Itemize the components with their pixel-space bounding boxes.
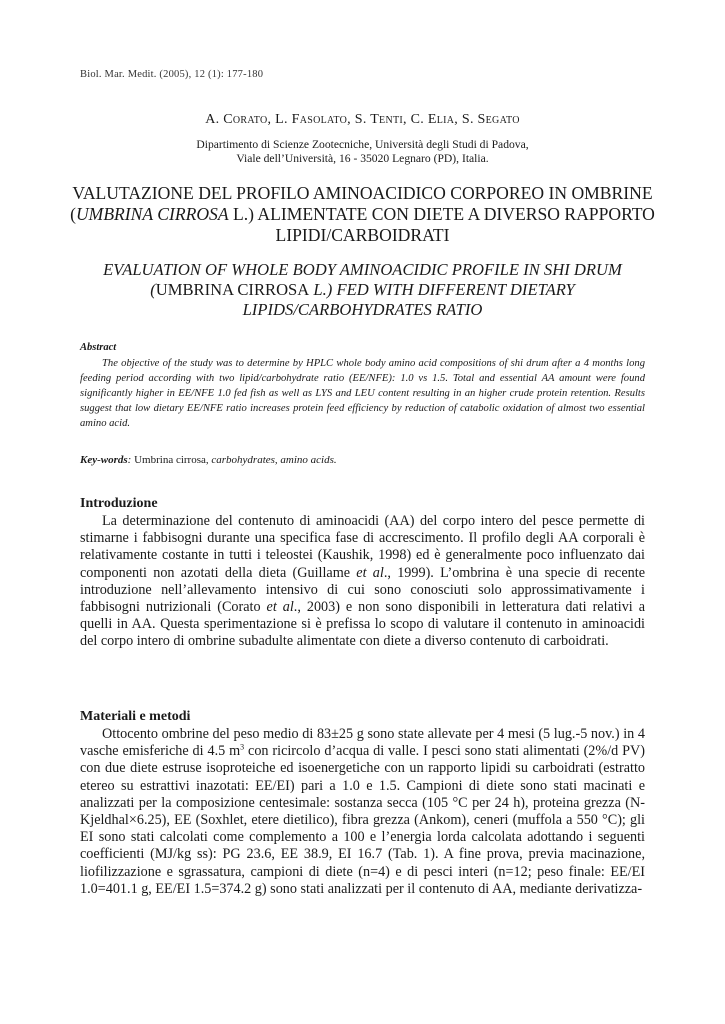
- keywords-label: Key-words: [80, 454, 128, 466]
- methods-text-2: con ricircolo d’acqua di valle. I pesci sono stati alimentati (2%/d PV) con due diete estruse isoproteiche ed isoenergetiche con un rapporto lipidi su carboidrati (estratto etereo su estrattivi inazotati: EE/EI) pari a 1.0 e 1.5. Campioni di diete sono stati macinati e analizzati per la composizione centesimale: sostanza secca (105 °C per 24 h), proteina grezza (N-Kjeldhal×6.25), EE (Soxhlet, etere dietilico), fibra grezza (Ankom), ceneri (muffola a 550 °C); gli EI sono stati calcolati come complemento a 100 e l’energia lorda calcolata adottando i seguenti coefficienti (MJ/kg ss): PG 23.6, EE 38.9, EI 16.7 (Tab. 1). A fine prova, previa macinazione, liofilizzazione e sgrassatura, campioni di diete (n=4) e di pesci interi (n=12; peso finale: EE/EI 1.0=401.1 g, EE/EI 1.5=374.2 g) sono stati analizzati per il contenuto di AA, mediante derivatizza-: [80, 743, 645, 897]
- intro-etal-2: et al: [266, 599, 294, 616]
- keywords: Key-words: Umbrina cirrosa, carbohydrates, amino acids.: [80, 454, 337, 466]
- intro-text-3: ., 2003) e non sono disponibili in letteratura dati relativi a quelli in AA. Questa sperimentazione si è prefissa lo scopo di valutare il contenuto in aminoacidi del corpo intero di ombrine subadulte alimentate con diete a diverso contenuto di carboidrati.: [80, 599, 646, 650]
- affiliation-line-1: Dipartimento di Scienze Zootecniche, Università degli Studi di Padova,: [196, 138, 529, 151]
- intro-text-1: La determinazione del contenuto di aminoacidi (AA) del corpo intero del pesce permette di stimarne i fabbisogni durante una specifica fase di accrescimento. Il profilo degli AA corporali è relativamente costante in tutti i teleostei (Kaushik, 1998) ed è generalmente poco influenzato dai componenti non azotati della dieta (Guillame: [80, 513, 645, 581]
- title-english-part1: EVALUATION OF WHOLE BODY AMINOACIDIC PROFILE IN SHI DRUM (: [103, 260, 622, 299]
- intro-etal-1: et al: [356, 564, 384, 581]
- section-heading-methods: Materiali e metodi: [80, 709, 191, 724]
- intro-text-2: ., 1999). L’ombrina è una specie di recente introduzione nell’allevamento intensivo di cui sono conosciuti solo approssimativamente i fabbisogni nutrizionali (Corato: [80, 564, 645, 616]
- journal-reference: Biol. Mar. Medit. (2005), 12 (1): 177-180: [80, 69, 264, 80]
- keywords-rest: carbohydrates, amino acids.: [211, 454, 337, 466]
- affiliation-line-2: Viale dell’Università, 16 - 35020 Legnaro (PD), Italia.: [236, 152, 489, 165]
- title-italian-species: UMBRINA CIRROSA: [75, 204, 229, 224]
- author-list: A. Corato, L. Fasolato, S. Tenti, C. Elia, S. Segato: [205, 112, 520, 127]
- title-italian: [70, 183, 655, 246]
- title-italian-part2: L.) ALIMENTATE CON DIETE A DIVERSO RAPPORTO LIPIDI/CARBOIDRATI: [228, 204, 655, 245]
- section-heading-introduction: Introduzione: [80, 496, 158, 511]
- affiliation: [0, 138, 725, 166]
- title-english: [70, 260, 655, 320]
- keywords-species: Umbrina cirrosa: [134, 454, 206, 466]
- title-english-species: UMBRINA CIRROSA: [155, 280, 310, 299]
- title-english-part2: L.) FED WITH DIFFERENT DIETARY LIPIDS/CARBOHYDRATES RATIO: [242, 280, 575, 319]
- introduction-paragraph: [80, 513, 645, 651]
- abstract-heading: Abstract: [80, 342, 117, 353]
- abstract-text: The objective of the study was to determine by HPLC whole body amino acid compositions of shi drum after a 4 months long feeding period according with two lipid/carbohydrate ratio (EE/NFE): 1.0 vs 1.5. Total and essential AA amount were found significantly higher in EE/NFE 1.0 fed fish as well as LYS and LEU content resulting in an higher crude protein retention. Results suggest that low dietary EE/NFE ratio increases protein feed efficiency by reduction of catabolic oxidation of almost two essential amino acid.: [80, 358, 645, 429]
- methods-text-1: Ottocento ombrine del peso medio di 83±25 g sono state allevate per 4 mesi (5 lug.-5 nov.) in 4 vasche emisferiche di 4.5 m: [80, 726, 645, 760]
- methods-superscript: 3: [240, 742, 245, 752]
- title-italian-part1: VALUTAZIONE DEL PROFILO AMINOACIDICO CORPOREO IN OMBRINE (: [70, 183, 653, 224]
- methods-paragraph: [80, 726, 645, 898]
